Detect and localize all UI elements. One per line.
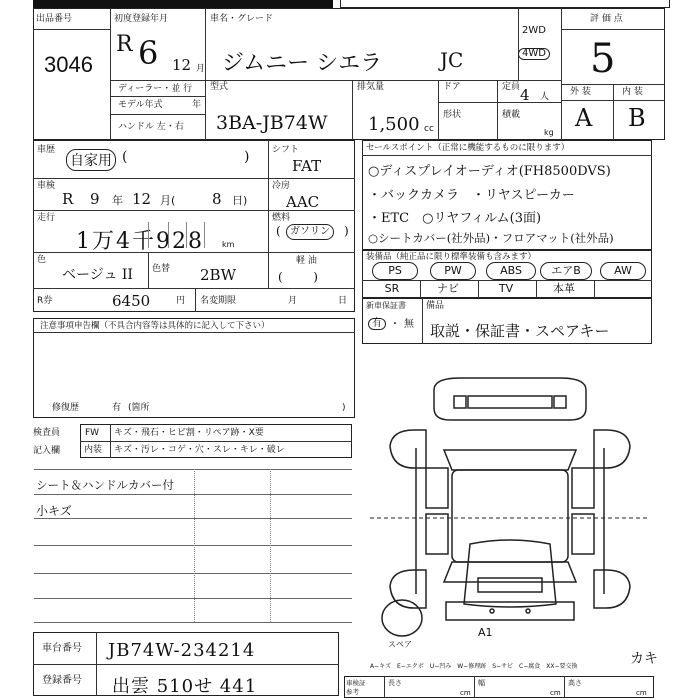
- ac-value: AAC: [286, 193, 320, 211]
- displacement-value: 1,500: [368, 114, 420, 135]
- equip-pw: PW: [430, 262, 476, 280]
- footer-label-1: 車検証: [346, 679, 366, 687]
- light-oil-label: 軽 油: [296, 256, 317, 266]
- shift-label: シフト: [272, 145, 300, 155]
- doors-label: ドア: [443, 82, 461, 92]
- footer-length-label: 長さ: [388, 679, 402, 687]
- sales-point-line-1: ○ディスプレイオーディオ(FH8500DVS): [368, 164, 611, 179]
- first-reg-era: R: [116, 32, 133, 57]
- drive-4wd: 4WD: [518, 48, 550, 60]
- name-expiry-label: 名変期限: [200, 296, 237, 306]
- fuel-paren-close: ): [344, 224, 349, 238]
- interior-label: 内 装: [622, 87, 643, 97]
- history-paren-open: (: [122, 149, 128, 165]
- repair-close: ): [342, 403, 346, 413]
- exterior-label: 外 装: [570, 87, 591, 97]
- sales-points-label: セールスポイント（正常に機能するものに限ります）: [366, 143, 570, 153]
- model-label: 型式: [210, 82, 229, 92]
- accessories-label: 備品: [426, 301, 445, 311]
- notes-label: 注意事項申告欄（不具合内容等は具体的に記入して下さい）: [40, 321, 270, 331]
- inspection-day: 8: [212, 190, 222, 208]
- color-code: 2BW: [200, 266, 236, 284]
- history-value: 自家用: [66, 149, 116, 171]
- handle-label: ハンドル 左・右: [118, 122, 184, 132]
- model-year-unit: 年: [192, 100, 202, 110]
- warranty-sep: ・: [390, 319, 400, 330]
- mileage-value: 1万4千928: [76, 229, 204, 254]
- displacement-unit: cc: [424, 124, 434, 134]
- capacity-unit: 人: [540, 92, 550, 102]
- accessories-value: 取説・保証書・スペアキー: [430, 322, 610, 340]
- light-oil-paren: ( ): [278, 270, 318, 284]
- repair-has: 有: [112, 403, 122, 413]
- registration-value: 出雲 510せ 441: [112, 676, 258, 697]
- chassis-value: JB74W-234214: [108, 640, 256, 661]
- fuel-value: ガソリン: [286, 224, 334, 240]
- warranty-has: 有: [368, 318, 386, 330]
- notes-frame: [33, 318, 355, 418]
- car-label: 車名・グレード: [210, 14, 274, 24]
- repair-paren: (箇所: [128, 403, 150, 413]
- shape-label: 形状: [443, 110, 462, 120]
- remark-line-2: 小キズ: [36, 504, 72, 518]
- ac-label: 冷房: [272, 181, 291, 191]
- recycle-unit: 円: [176, 296, 186, 306]
- history-label: 車歴: [37, 145, 56, 155]
- recycle-label: R券: [37, 296, 53, 306]
- inspector-label-1: 検査員: [33, 428, 61, 438]
- repair-label: 修復歴: [52, 403, 80, 413]
- color-label: 色: [37, 255, 47, 265]
- equip-aw: AW: [600, 262, 646, 280]
- inspector-label-2: 記入欄: [33, 446, 61, 456]
- fuel-paren-open: (: [276, 224, 281, 238]
- exterior-value: A: [575, 104, 593, 132]
- shift-value: FAT: [292, 157, 322, 175]
- footer-length-unit: cm: [460, 689, 471, 697]
- warranty-label: 新車保証書: [366, 301, 406, 310]
- inspector-fw-text: キズ・飛石・ヒビ割・リペア跡・X要: [114, 428, 264, 438]
- first-reg-month: 12: [172, 56, 192, 74]
- equip-sr: SR: [384, 282, 400, 295]
- displacement-label: 排気量: [357, 82, 385, 92]
- inspector-in-text: キズ・汚レ・コゲ・穴・スレ・キレ・破レ: [114, 445, 285, 455]
- equip-leather: 本革: [553, 282, 575, 295]
- first-reg-month-unit: 月: [196, 64, 206, 74]
- score-label: 評 価 点: [590, 14, 623, 24]
- car-grade: JC: [440, 48, 464, 72]
- top-banner: [33, 0, 333, 8]
- first-reg-label: 初度登録年月: [114, 14, 169, 24]
- mileage-label: 走行: [37, 213, 56, 223]
- equip-navi: ナビ: [437, 282, 459, 295]
- equip-tv: TV: [498, 282, 514, 295]
- footer-height-unit: cm: [636, 689, 647, 697]
- inspection-year-unit: 年: [112, 194, 123, 207]
- remark-line-1: シート＆ハンドルカバー付: [36, 478, 174, 492]
- inspector-in-label: 内装: [84, 445, 103, 455]
- model-year-label: モデル年式: [118, 100, 163, 110]
- inspection-day-unit: 日): [232, 194, 248, 207]
- first-reg-year: 6: [138, 34, 159, 72]
- history-paren-close: ): [244, 149, 250, 165]
- name-expiry-month: 月: [288, 296, 298, 306]
- name-expiry-day: 日: [338, 296, 348, 306]
- sales-point-line-3: ・ETC ○リヤフィルム(3面): [368, 211, 542, 226]
- registration-label: 登録番号: [42, 675, 82, 686]
- footer-width-unit: cm: [550, 689, 561, 697]
- inspection-month: 12: [132, 190, 152, 208]
- car-diagram: [360, 350, 660, 690]
- car-name: ジムニー シエラ: [222, 51, 383, 76]
- score-value: 5: [590, 36, 616, 82]
- color-value: ベージュ II: [62, 267, 133, 283]
- load-label: 積載: [502, 110, 521, 120]
- inspection-label: 車検: [37, 181, 56, 191]
- inspection-month-unit: 月(: [160, 194, 176, 207]
- damage-legend: A−キズ E−エクボ U−凹み W−修理跡 S−サビ C−腐食 XX−要交換: [370, 663, 578, 670]
- equip-abs: ABS: [486, 262, 536, 280]
- footer-label-2: 参考: [346, 688, 359, 696]
- color-change-label: 色替: [152, 264, 171, 274]
- inspection-era: R: [62, 190, 74, 208]
- load-unit: kg: [544, 128, 554, 137]
- damage-note: カキ: [630, 651, 658, 667]
- warranty-none: 無: [404, 319, 414, 330]
- chassis-label: 車台番号: [42, 643, 82, 654]
- drive-2wd: 2WD: [522, 25, 546, 36]
- footer-height-label: 高さ: [568, 679, 582, 687]
- model-value: 3BA-JB74W: [216, 112, 328, 134]
- equip-airbag: エアB: [540, 262, 592, 280]
- footer-width-label: 幅: [478, 679, 485, 687]
- lot-number: 3046: [44, 52, 93, 77]
- fuel-label: 燃料: [272, 213, 291, 223]
- interior-value: B: [628, 104, 646, 132]
- recycle-value: 6450: [112, 292, 151, 310]
- dealer-label: ディーラー・並 行: [118, 84, 193, 94]
- capacity-label: 定員: [502, 82, 521, 92]
- inspection-year: 9: [90, 190, 100, 208]
- top-banner-right: [340, 0, 670, 8]
- spare-label: スペア: [388, 640, 412, 649]
- capacity-value: 4: [520, 86, 530, 104]
- damage-mark-a1: A1: [478, 626, 493, 639]
- equip-ps: PS: [372, 262, 418, 280]
- mileage-unit: km: [222, 240, 235, 249]
- equipment-label: 装備品（純正品に限り標準装備も含みます）: [366, 252, 537, 262]
- lot-label: 出品番号: [36, 14, 73, 24]
- sales-point-line-2: ・バックカメラ ・リヤスピーカー: [368, 188, 575, 203]
- sales-point-line-4: ○シートカバー(社外品)・フロアマット(社外品): [368, 231, 614, 245]
- inspector-fw-label: FW: [85, 428, 100, 438]
